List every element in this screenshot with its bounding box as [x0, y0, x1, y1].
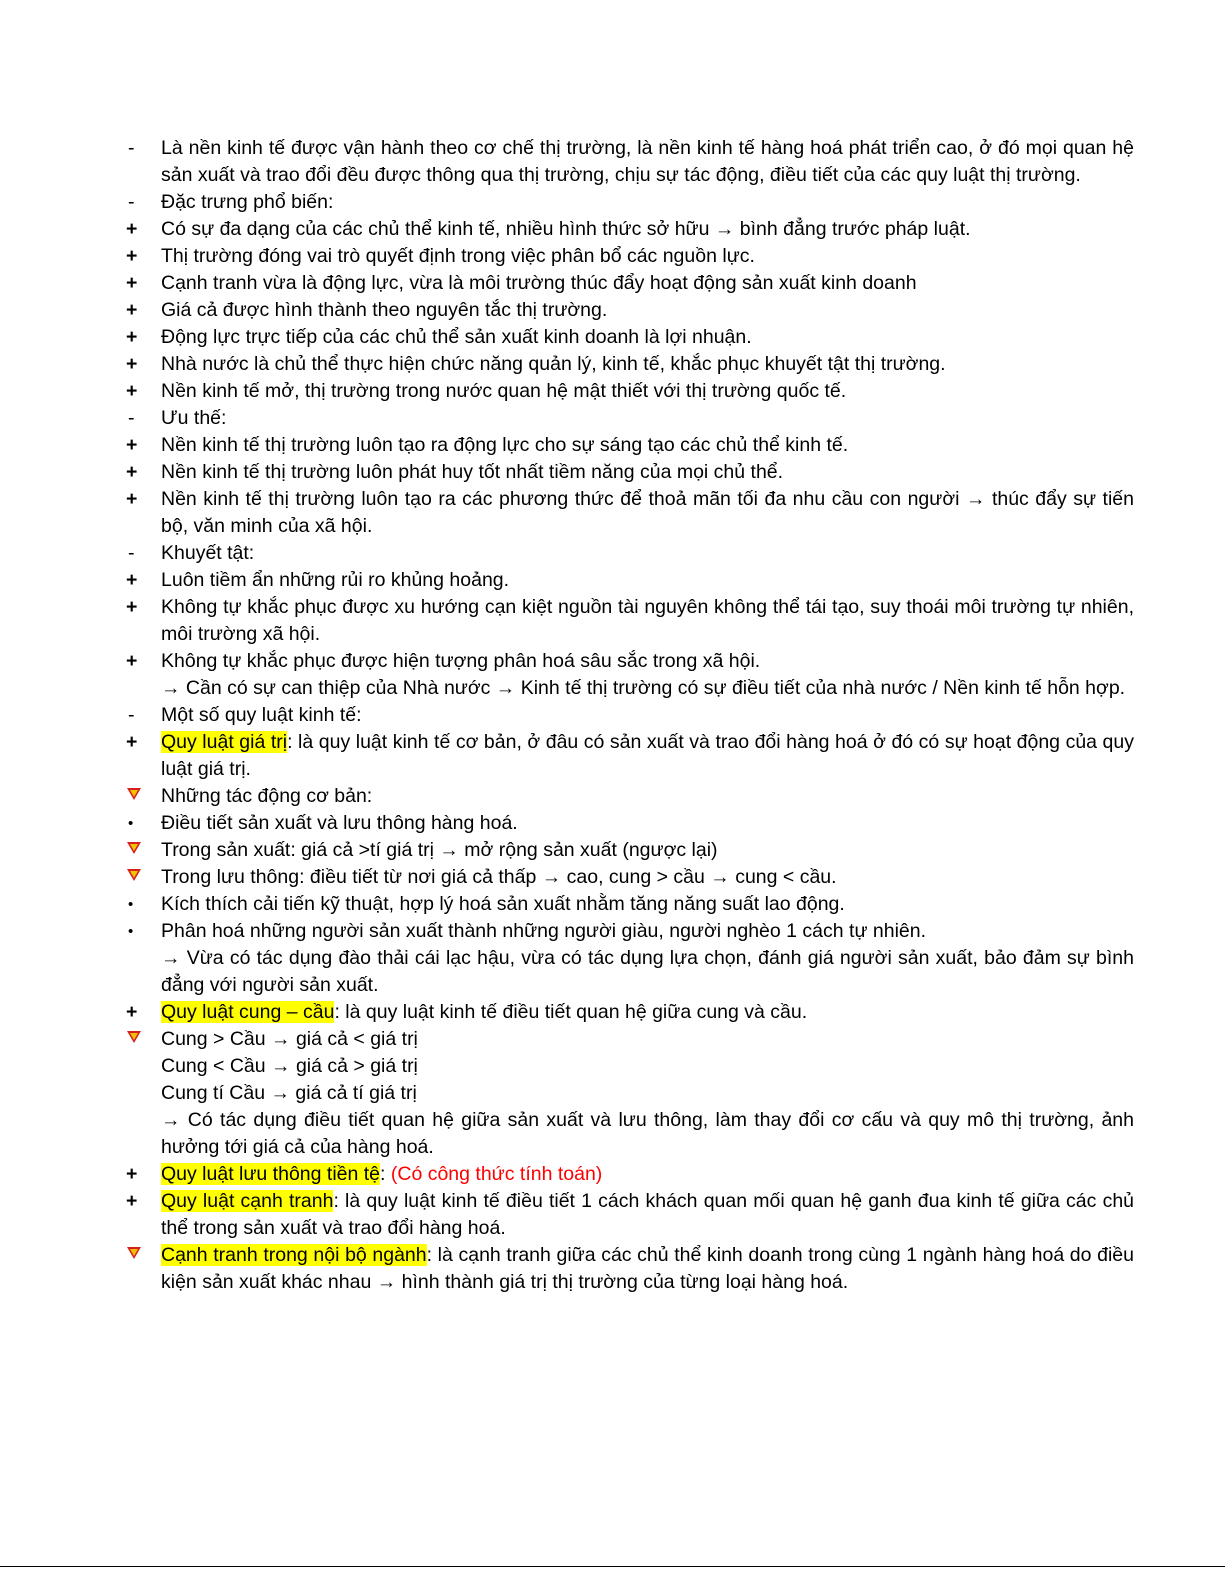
- list-item: [122, 837, 1134, 864]
- item-text: [161, 648, 1134, 675]
- list-item: [122, 297, 1134, 324]
- list-item: [122, 432, 1134, 459]
- item-body-text: Phân hoá những người sản xuất thành những người giàu, người nghèo 1 cách tự nhiên.: [161, 920, 927, 942]
- plus-marker: +: [126, 1163, 138, 1185]
- item-body-text: Nền kinh tế mở, thị trường trong nước quan hệ mật thiết với thị trường quốc tế.: [161, 380, 847, 402]
- plus-marker: +: [126, 488, 138, 510]
- list-item: [122, 324, 1134, 351]
- item-text: [161, 270, 1134, 297]
- item-text: [161, 810, 1134, 837]
- item-text: [161, 135, 1134, 189]
- highlighted-term: Quy luật giá trị: [161, 731, 288, 753]
- plus-marker: +: [126, 218, 138, 240]
- list-item: [122, 135, 1134, 189]
- item-body-text: Thị trường đóng vai trò quyết định trong việc phân bổ các nguồn lực.: [161, 245, 755, 267]
- document-body: [122, 135, 1134, 1296]
- dash-marker: -: [128, 191, 135, 213]
- list-item: [122, 1107, 1134, 1161]
- list-item: [122, 540, 1134, 567]
- list-item: [122, 270, 1134, 297]
- item-body-text: Cung > Cầu → giá cả < giá trị: [161, 1028, 418, 1050]
- item-body-text: Là nền kinh tế được vận hành theo cơ chế thị trường, là nền kinh tế hàng hoá phát triển cao, ở đó mọi quan hệ sản xuất và trao đổi đều được thông qua thị trường, chịu sự tác động, điều tiết của các quy luật thị trường.: [161, 137, 1134, 186]
- item-body-text: Cung < Cầu → giá cả > giá trị: [161, 1055, 418, 1077]
- list-item: [122, 1188, 1134, 1242]
- plus-marker: +: [126, 596, 138, 618]
- item-text: [161, 891, 1134, 918]
- dash-marker: -: [128, 704, 135, 726]
- highlighted-term: Cạnh tranh trong nội bộ ngành: [161, 1244, 427, 1266]
- bullet-marker: •: [128, 923, 134, 940]
- plus-marker: +: [126, 245, 138, 267]
- list-item: [122, 1026, 1134, 1053]
- dash-marker: -: [128, 542, 135, 564]
- item-body-text: Trong sản xuất: giá cả >tí giá trị → mở rộng sản xuất (ngược lại): [161, 839, 718, 861]
- item-body-text: Giá cả được hình thành theo nguyên tắc thị trường.: [161, 299, 608, 321]
- down-arrow-bullet-icon: [127, 1031, 141, 1047]
- item-text: [161, 837, 1134, 864]
- highlighted-term: Quy luật cạnh tranh: [161, 1190, 334, 1212]
- list-marker: [122, 1053, 161, 1080]
- item-text: [161, 540, 1134, 567]
- list-item: [122, 648, 1134, 675]
- down-arrow-bullet-icon: [127, 869, 141, 885]
- dash-marker: -: [128, 137, 135, 159]
- item-body-text: → Cần có sự can thiệp của Nhà nước → Kinh tế thị trường có sự điều tiết của nhà nước / Nền kinh tế hỗn hợp.: [161, 677, 1126, 699]
- list-marker: [122, 945, 161, 999]
- list-item: [122, 918, 1134, 945]
- item-text: [161, 432, 1134, 459]
- item-text: [161, 1026, 1134, 1053]
- page-bottom-rule: [0, 1566, 1225, 1567]
- item-text: [161, 405, 1134, 432]
- list-item: [122, 729, 1134, 783]
- item-text: [161, 594, 1134, 648]
- item-body-text: Những tác động cơ bản:: [161, 785, 373, 807]
- item-text: [161, 378, 1134, 405]
- bullet-marker: •: [128, 896, 134, 913]
- bullet-arrow-icon: [122, 783, 161, 810]
- list-item: [122, 1053, 1134, 1080]
- item-body-text: Khuyết tật:: [161, 542, 255, 564]
- item-text: [161, 1188, 1134, 1242]
- item-body-text: Nền kinh tế thị trường luôn tạo ra động lực cho sự sáng tạo các chủ thể kinh tế.: [161, 434, 849, 456]
- item-text: [161, 1053, 1134, 1080]
- item-body-text: → Có tác dụng điều tiết quan hệ giữa sản xuất và lưu thông, làm thay đổi cơ cấu và quy mô thị trường, ảnh hưởng tới giá cả của hàng hoá.: [161, 1109, 1134, 1158]
- item-body-text: Trong lưu thông: điều tiết từ nơi giá cả thấp → cao, cung > cầu → cung < cầu.: [161, 866, 837, 888]
- plus-marker: +: [126, 380, 138, 402]
- item-text: [161, 567, 1134, 594]
- item-text: [161, 675, 1134, 702]
- item-text: [161, 216, 1134, 243]
- item-text: [161, 1080, 1134, 1107]
- item-text: [161, 918, 1134, 945]
- list-marker: [122, 675, 161, 702]
- item-body-text: Điều tiết sản xuất và lưu thông hàng hoá.: [161, 812, 518, 834]
- list-item: [122, 999, 1134, 1026]
- list-item: [122, 864, 1134, 891]
- item-body-text: Động lực trực tiếp của các chủ thể sản xuất kinh doanh là lợi nhuận.: [161, 326, 752, 348]
- item-body-text: Không tự khắc phục được hiện tượng phân hoá sâu sắc trong xã hội.: [161, 650, 761, 672]
- list-item: [122, 405, 1134, 432]
- item-body-text: → Vừa có tác dụng đào thải cái lạc hậu, vừa có tác dụng lựa chọn, đánh giá người sản xuất, bảo đảm sự bình đẳng với người sản xuất.: [161, 947, 1134, 996]
- plus-marker: +: [126, 731, 138, 753]
- down-arrow-bullet-icon: [127, 1247, 141, 1263]
- item-text: [161, 351, 1134, 378]
- bullet-arrow-icon: [122, 1242, 161, 1296]
- list-item: [122, 675, 1134, 702]
- item-body-text: :: [380, 1163, 391, 1185]
- list-item: [122, 1242, 1134, 1296]
- item-body-text: Ưu thế:: [161, 407, 227, 429]
- highlighted-term: Quy luật cung – cầu: [161, 1001, 335, 1023]
- item-body-text: Một số quy luật kinh tế:: [161, 704, 362, 726]
- item-text: [161, 459, 1134, 486]
- list-item: [122, 189, 1134, 216]
- list-item: [122, 351, 1134, 378]
- item-text: [161, 324, 1134, 351]
- list-item: [122, 567, 1134, 594]
- item-body-text: Không tự khắc phục được xu hướng cạn kiệt nguồn tài nguyên không thể tái tạo, suy thoái môi trường tự nhiên, môi trường xã hội.: [161, 596, 1134, 645]
- bullet-arrow-icon: [122, 837, 161, 864]
- plus-marker: +: [126, 299, 138, 321]
- list-item: [122, 891, 1134, 918]
- list-item: [122, 945, 1134, 999]
- list-item: [122, 810, 1134, 837]
- item-body-text: Nền kinh tế thị trường luôn tạo ra các phương thức để thoả mãn tối đa nhu cầu con người → thúc đẩy sự tiến bộ, văn minh của xã hội.: [161, 488, 1134, 537]
- plus-marker: +: [126, 353, 138, 375]
- plus-marker: +: [126, 272, 138, 294]
- list-item: [122, 216, 1134, 243]
- list-item: [122, 702, 1134, 729]
- plus-marker: +: [126, 650, 138, 672]
- red-note: (Có công thức tính toán): [390, 1163, 603, 1185]
- item-text: [161, 297, 1134, 324]
- item-text: [161, 1107, 1134, 1161]
- dash-marker: -: [128, 407, 135, 429]
- item-body-text: Đặc trưng phổ biến:: [161, 191, 334, 213]
- item-text: [161, 486, 1134, 540]
- item-body-text: Kích thích cải tiến kỹ thuật, hợp lý hoá sản xuất nhằm tăng năng suất lao động.: [161, 893, 845, 915]
- plus-marker: +: [126, 461, 138, 483]
- item-body-text: Cạnh tranh vừa là động lực, vừa là môi trường thúc đẩy hoạt động sản xuất kinh doanh: [161, 272, 917, 294]
- item-body-text: : là quy luật kinh tế cơ bản, ở đâu có sản xuất và trao đổi hàng hoá ở đó có sự hoạt động của quy luật giá trị.: [161, 731, 1134, 780]
- item-text: [161, 783, 1134, 810]
- item-body-text: Cung tí Cầu → giá cả tí giá trị: [161, 1082, 417, 1104]
- plus-marker: +: [126, 1001, 138, 1023]
- item-text: [161, 189, 1134, 216]
- plus-marker: +: [126, 1190, 138, 1212]
- item-text: [161, 1242, 1134, 1296]
- list-item: [122, 1161, 1134, 1188]
- item-text: [161, 729, 1134, 783]
- list-item: [122, 243, 1134, 270]
- bullet-arrow-icon: [122, 1026, 161, 1053]
- list-item: [122, 459, 1134, 486]
- down-arrow-bullet-icon: [127, 788, 141, 804]
- item-body-text: Có sự đa dạng của các chủ thể kinh tế, nhiều hình thức sở hữu → bình đẳng trước pháp luật.: [161, 218, 971, 240]
- item-text: [161, 702, 1134, 729]
- list-item: [122, 486, 1134, 540]
- bullet-arrow-icon: [122, 864, 161, 891]
- item-text: [161, 864, 1134, 891]
- item-body-text: : là quy luật kinh tế điều tiết 1 cách khách quan mối quan hệ ganh đua kinh tế giữa các chủ thể trong sản xuất và trao đổi hàng hoá.: [161, 1190, 1135, 1239]
- list-marker: [122, 1107, 161, 1161]
- item-text: [161, 1161, 1134, 1188]
- list-marker: [122, 1080, 161, 1107]
- item-body-text: Luôn tiềm ẩn những rủi ro khủng hoảng.: [161, 569, 510, 591]
- item-text: [161, 999, 1134, 1026]
- down-arrow-bullet-icon: [127, 842, 141, 858]
- item-body-text: : là quy luật kinh tế điều tiết quan hệ giữa cung và cầu.: [334, 1001, 808, 1023]
- item-text: [161, 945, 1134, 999]
- item-text: [161, 243, 1134, 270]
- item-body-text: Nhà nước là chủ thể thực hiện chức năng quản lý, kinh tế, khắc phục khuyết tật thị trường.: [161, 353, 946, 375]
- highlighted-term: Quy luật lưu thông tiền tệ: [161, 1163, 381, 1185]
- item-body-text: : là cạnh tranh giữa các chủ thể kinh doanh trong cùng 1 ngành hàng hoá do điều kiện sản xuất khác nhau → hình thành giá trị thị trường của từng loại hàng hoá.: [161, 1244, 1134, 1293]
- bullet-marker: •: [128, 815, 134, 832]
- list-item: [122, 783, 1134, 810]
- list-item: [122, 378, 1134, 405]
- item-body-text: Nền kinh tế thị trường luôn phát huy tốt nhất tiềm năng của mọi chủ thể.: [161, 461, 784, 483]
- list-item: [122, 1080, 1134, 1107]
- plus-marker: +: [126, 434, 138, 456]
- plus-marker: +: [126, 326, 138, 348]
- list-item: [122, 594, 1134, 648]
- plus-marker: +: [126, 569, 138, 591]
